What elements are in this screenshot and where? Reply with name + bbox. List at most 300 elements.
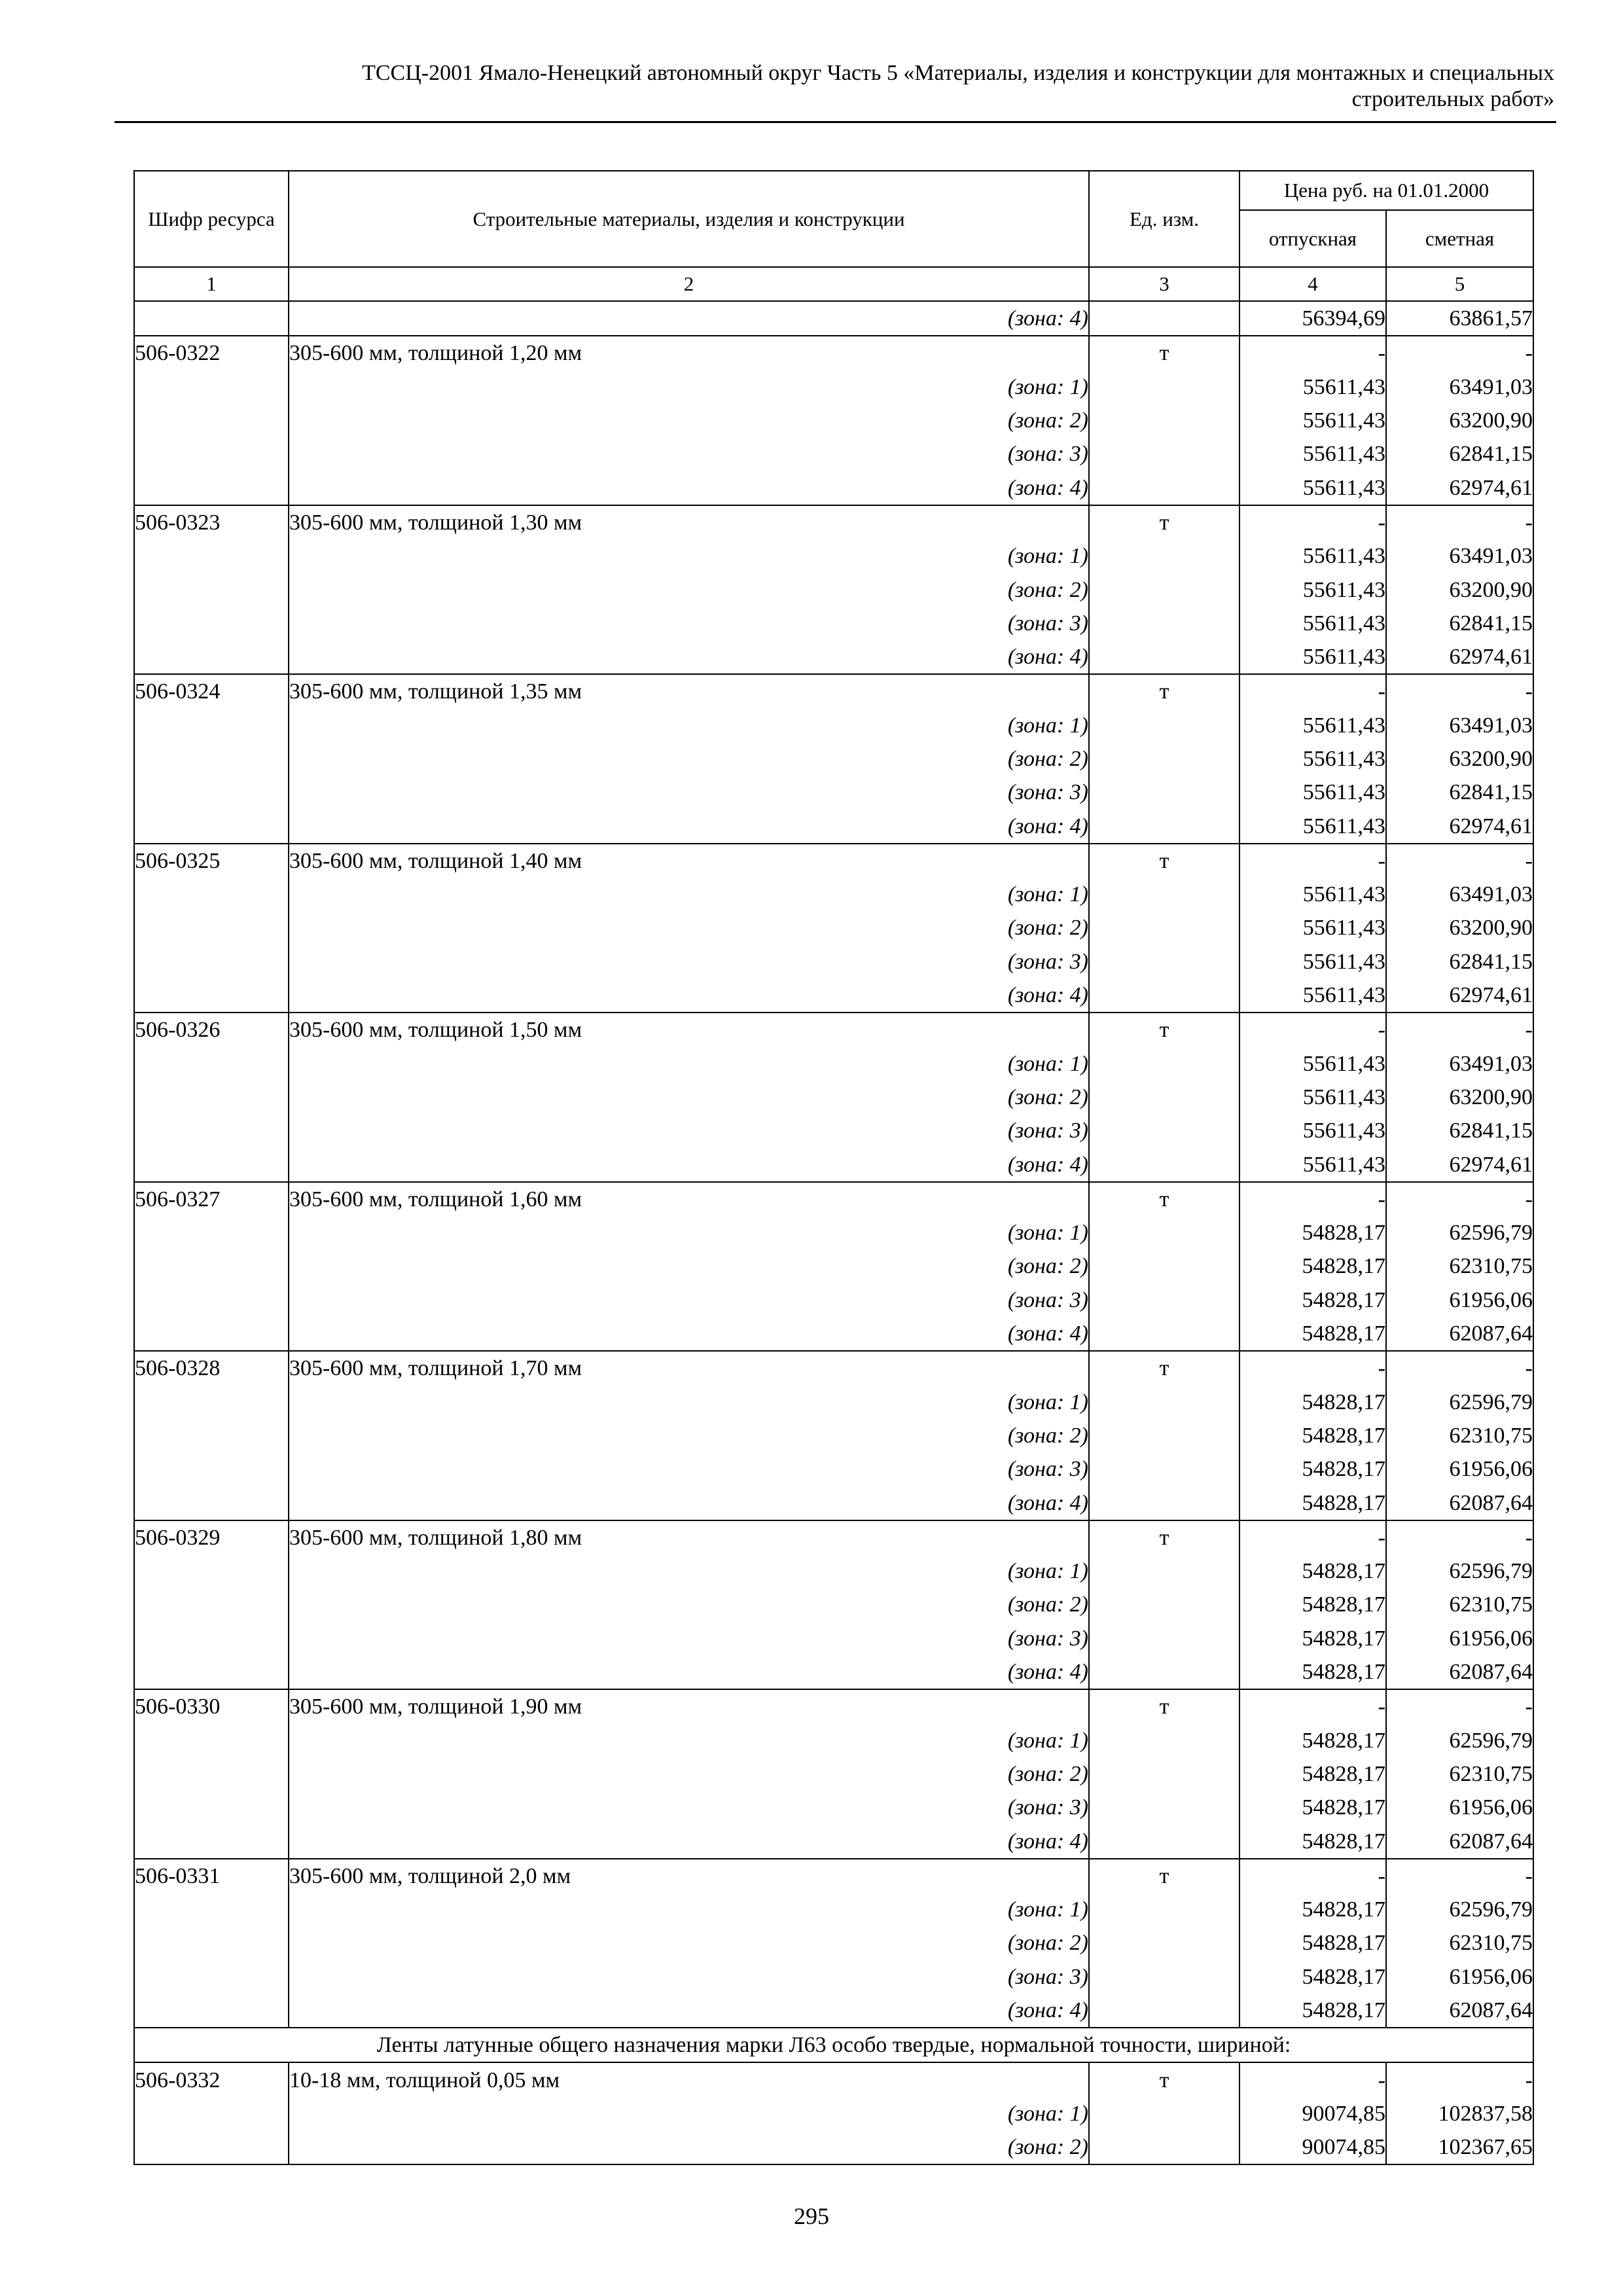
item-row <box>134 674 1533 708</box>
item-row <box>134 1520 1533 1554</box>
release-price: 54828,17 <box>1240 1554 1386 1588</box>
zone-label: (зона: 4) <box>289 640 1089 674</box>
resource-code <box>134 945 289 978</box>
zone-row <box>134 1554 1533 1588</box>
estimate-price: - <box>1386 1182 1533 1216</box>
zone-label: (зона: 3) <box>289 437 1089 471</box>
estimate-price: 62974,61 <box>1386 978 1533 1013</box>
estimate-price: 102367,65 <box>1386 2130 1533 2164</box>
release-price: 55611,43 <box>1240 742 1386 776</box>
release-price: - <box>1240 844 1386 878</box>
release-price: - <box>1240 1520 1386 1554</box>
item-row <box>134 2062 1533 2096</box>
release-price: 55611,43 <box>1240 1114 1386 1147</box>
unit-cell <box>1089 640 1240 674</box>
running-header <box>115 60 1554 113</box>
zone-row <box>134 1622 1533 1655</box>
zone-label: (зона: 1) <box>289 1386 1089 1419</box>
zone-row <box>134 1216 1533 1249</box>
zone-label: (зона: 1) <box>289 370 1089 404</box>
release-price: - <box>1240 1689 1386 1723</box>
resource-code: 506-0328 <box>134 1351 289 1385</box>
release-price: 54828,17 <box>1240 1622 1386 1655</box>
unit-cell <box>1089 1047 1240 1081</box>
zone-label: (зона: 1) <box>289 878 1089 911</box>
release-price: 55611,43 <box>1240 539 1386 573</box>
zone-row <box>134 1824 1533 1858</box>
resource-code <box>134 437 289 471</box>
zone-label: (зона: 4) <box>289 1824 1089 1858</box>
unit-cell <box>1089 1486 1240 1520</box>
release-price: 54828,17 <box>1240 1723 1386 1757</box>
release-price: 55611,43 <box>1240 404 1386 437</box>
zone-label: (зона: 4) <box>289 1147 1089 1181</box>
item-row <box>134 336 1533 370</box>
release-price: 54828,17 <box>1240 1317 1386 1351</box>
zone-row <box>134 911 1533 944</box>
release-price: 55611,43 <box>1240 911 1386 944</box>
estimate-price: 63200,90 <box>1386 1081 1533 1114</box>
estimate-price: - <box>1386 505 1533 539</box>
release-price: 55611,43 <box>1240 437 1386 471</box>
zone-label: (зона: 3) <box>289 776 1089 809</box>
release-price: 54828,17 <box>1240 1893 1386 1926</box>
zone-label: (зона: 2) <box>289 1081 1089 1114</box>
material-name: 305-600 мм, толщиной 1,80 мм <box>289 1520 1089 1554</box>
estimate-price: 62087,64 <box>1386 1317 1533 1351</box>
resource-code <box>134 404 289 437</box>
zone-label: (зона: 3) <box>289 607 1089 640</box>
resource-code <box>134 1622 289 1655</box>
estimate-price: 62087,64 <box>1386 1824 1533 1858</box>
table-body <box>134 301 1533 2164</box>
estimate-price: 63491,03 <box>1386 1047 1533 1081</box>
unit-cell <box>1089 1386 1240 1419</box>
release-price: 54828,17 <box>1240 1655 1386 1689</box>
estimate-price: 62841,15 <box>1386 607 1533 640</box>
estimate-price: 62974,61 <box>1386 640 1533 674</box>
resource-code: 506-0331 <box>134 1859 289 1893</box>
section-row <box>134 2028 1533 2062</box>
item-row <box>134 505 1533 539</box>
zone-row <box>134 1757 1533 1791</box>
estimate-price: 62596,79 <box>1386 1893 1533 1926</box>
zone-row <box>134 1791 1533 1824</box>
column-number-5: 5 <box>1386 267 1533 301</box>
unit-cell <box>1089 1791 1240 1824</box>
column-header-release: отпускная <box>1240 210 1386 267</box>
estimate-price: 61956,06 <box>1386 1960 1533 1994</box>
estimate-price: - <box>1386 844 1533 878</box>
material-name: 305-600 мм, толщиной 1,40 мм <box>289 844 1089 878</box>
zone-row <box>134 1386 1533 1419</box>
price-table <box>134 170 1534 2165</box>
unit-cell: т <box>1089 674 1240 708</box>
unit-cell <box>1089 1114 1240 1147</box>
zone-label: (зона: 3) <box>289 1283 1089 1317</box>
release-price: 55611,43 <box>1240 978 1386 1013</box>
resource-code <box>134 978 289 1013</box>
resource-code <box>134 2130 289 2164</box>
estimate-price: 63491,03 <box>1386 878 1533 911</box>
zone-label: (зона: 2) <box>289 1926 1089 1960</box>
unit-cell <box>1089 1723 1240 1757</box>
running-header-line2: строительных работ» <box>1351 87 1554 111</box>
zone-label: (зона: 2) <box>289 1419 1089 1452</box>
zone-row <box>134 437 1533 471</box>
zone-row <box>134 1926 1533 1960</box>
estimate-price: 62974,61 <box>1386 809 1533 843</box>
zone-row <box>134 471 1533 505</box>
release-price: 55611,43 <box>1240 709 1386 742</box>
column-header-unit: Ед. изм. <box>1089 171 1240 267</box>
unit-cell: т <box>1089 505 1240 539</box>
resource-code <box>134 2097 289 2130</box>
unit-cell <box>1089 607 1240 640</box>
unit-cell: т <box>1089 1351 1240 1385</box>
resource-code <box>134 1147 289 1181</box>
zone-label: (зона: 3) <box>289 945 1089 978</box>
release-price: 54828,17 <box>1240 1757 1386 1791</box>
estimate-price: - <box>1386 2062 1533 2096</box>
resource-code: 506-0327 <box>134 1182 289 1216</box>
zone-label: (зона: 4) <box>289 1317 1089 1351</box>
resource-code: 506-0322 <box>134 336 289 370</box>
release-price: - <box>1240 1351 1386 1385</box>
estimate-price: 62310,75 <box>1386 1757 1533 1791</box>
zone-label: (зона: 2) <box>289 742 1089 776</box>
resource-code <box>134 1791 289 1824</box>
item-row <box>134 1182 1533 1216</box>
zone-label: (зона: 1) <box>289 1723 1089 1757</box>
zone-label: (зона: 4) <box>289 471 1089 505</box>
column-header-name: Строительные материалы, изделия и конструкции <box>289 171 1089 267</box>
material-name: 305-600 мм, толщиной 2,0 мм <box>289 1859 1089 1893</box>
resource-code <box>134 1317 289 1351</box>
zone-label: (зона: 1) <box>289 1893 1089 1926</box>
material-name: 305-600 мм, толщиной 1,50 мм <box>289 1013 1089 1047</box>
unit-cell: т <box>1089 1182 1240 1216</box>
estimate-price: 61956,06 <box>1386 1622 1533 1655</box>
resource-code <box>134 1081 289 1114</box>
zone-label: (зона: 2) <box>289 2130 1089 2164</box>
zone-label: (зона: 3) <box>289 1791 1089 1824</box>
zone-label: (зона: 2) <box>289 1249 1089 1283</box>
estimate-price: 63861,57 <box>1386 301 1533 336</box>
release-price: 54828,17 <box>1240 1452 1386 1486</box>
unit-cell <box>1089 1216 1240 1249</box>
zone-label: (зона: 3) <box>289 1622 1089 1655</box>
zone-label: (зона: 1) <box>289 2097 1089 2130</box>
release-price: - <box>1240 336 1386 370</box>
release-price: 55611,43 <box>1240 809 1386 843</box>
estimate-price: 62310,75 <box>1386 1249 1533 1283</box>
unit-cell <box>1089 1554 1240 1588</box>
estimate-price: 63491,03 <box>1386 709 1533 742</box>
release-price: 54828,17 <box>1240 1249 1386 1283</box>
material-name: 10-18 мм, толщиной 0,05 мм <box>289 2062 1089 2096</box>
resource-code <box>134 607 289 640</box>
release-price: 55611,43 <box>1240 607 1386 640</box>
resource-code: 506-0326 <box>134 1013 289 1047</box>
zone-label: (зона: 2) <box>289 911 1089 944</box>
resource-code <box>134 1249 289 1283</box>
release-price: 54828,17 <box>1240 1994 1386 2028</box>
zone-row <box>134 945 1533 978</box>
release-price: - <box>1240 1182 1386 1216</box>
unit-cell: т <box>1089 1689 1240 1723</box>
resource-code <box>134 1386 289 1419</box>
unit-cell <box>1089 1622 1240 1655</box>
material-name: 305-600 мм, толщиной 1,90 мм <box>289 1689 1089 1723</box>
zone-label: (зона: 3) <box>289 1960 1089 1994</box>
zone-row <box>134 1486 1533 1520</box>
resource-code <box>134 1994 289 2028</box>
zone-label: (зона: 2) <box>289 573 1089 606</box>
release-price: 55611,43 <box>1240 878 1386 911</box>
unit-cell: т <box>1089 1520 1240 1554</box>
item-row <box>134 1351 1533 1385</box>
resource-code <box>134 1554 289 1588</box>
zone-row <box>134 404 1533 437</box>
unit-cell <box>1089 1926 1240 1960</box>
resource-code <box>134 1216 289 1249</box>
unit-cell <box>1089 573 1240 606</box>
unit-cell <box>1089 404 1240 437</box>
estimate-price: 62596,79 <box>1386 1554 1533 1588</box>
unit-cell <box>1089 1588 1240 1621</box>
section-title: Ленты латунные общего назначения марки Л63 особо твердые, нормальной точности, шириной: <box>134 2028 1533 2062</box>
release-price: 54828,17 <box>1240 1283 1386 1317</box>
material-name: 305-600 мм, толщиной 1,30 мм <box>289 505 1089 539</box>
unit-cell <box>1089 742 1240 776</box>
estimate-price: 62841,15 <box>1386 437 1533 471</box>
zone-row <box>134 370 1533 404</box>
material-name: 305-600 мм, толщиной 1,60 мм <box>289 1182 1089 1216</box>
unit-cell: т <box>1089 2062 1240 2096</box>
unit-cell <box>1089 709 1240 742</box>
unit-cell <box>1089 2097 1240 2130</box>
zone-row <box>134 1893 1533 1926</box>
resource-code <box>134 1757 289 1791</box>
resource-code <box>134 1114 289 1147</box>
release-price: 55611,43 <box>1240 471 1386 505</box>
resource-code <box>134 539 289 573</box>
release-price: 90074,85 <box>1240 2130 1386 2164</box>
zone-label: (зона: 1) <box>289 539 1089 573</box>
unit-cell <box>1089 945 1240 978</box>
resource-code: 506-0329 <box>134 1520 289 1554</box>
zone-label: (зона: 2) <box>289 1588 1089 1621</box>
estimate-price: 62087,64 <box>1386 1655 1533 1689</box>
zone-row <box>134 1317 1533 1351</box>
column-header-price-group: Цена руб. на 01.01.2000 <box>1240 171 1533 210</box>
zone-row <box>134 1452 1533 1486</box>
zone-row <box>134 1588 1533 1621</box>
release-price: 55611,43 <box>1240 370 1386 404</box>
release-price: - <box>1240 674 1386 708</box>
estimate-price: 62974,61 <box>1386 471 1533 505</box>
column-header-estimate: сметная <box>1386 210 1533 267</box>
estimate-price: 63491,03 <box>1386 370 1533 404</box>
unit-cell <box>1089 1757 1240 1791</box>
column-header-code: Шифр ресурса <box>134 171 289 267</box>
zone-label: (зона: 4) <box>289 1655 1089 1689</box>
resource-code <box>134 1419 289 1452</box>
resource-code <box>134 1283 289 1317</box>
estimate-price: 61956,06 <box>1386 1283 1533 1317</box>
release-price: 54828,17 <box>1240 1824 1386 1858</box>
zone-label: (зона: 4) <box>289 1994 1089 2028</box>
unit-cell <box>1089 1419 1240 1452</box>
zone-row <box>134 640 1533 674</box>
unit-cell <box>1089 437 1240 471</box>
release-price: - <box>1240 1013 1386 1047</box>
resource-code <box>134 776 289 809</box>
unit-cell <box>1089 1994 1240 2028</box>
estimate-price: 102837,58 <box>1386 2097 1533 2130</box>
release-price: 55611,43 <box>1240 640 1386 674</box>
zone-row <box>134 1723 1533 1757</box>
estimate-price: 62841,15 <box>1386 1114 1533 1147</box>
zone-row <box>134 1655 1533 1689</box>
unit-cell <box>1089 878 1240 911</box>
zone-row <box>134 301 1533 336</box>
zone-label: (зона: 1) <box>289 709 1089 742</box>
estimate-price: 62596,79 <box>1386 1216 1533 1249</box>
resource-code <box>134 1452 289 1486</box>
resource-code <box>134 1723 289 1757</box>
estimate-price: 62310,75 <box>1386 1419 1533 1452</box>
release-price: 55611,43 <box>1240 776 1386 809</box>
estimate-price: 63491,03 <box>1386 539 1533 573</box>
release-price: 54828,17 <box>1240 1386 1386 1419</box>
release-price: 55611,43 <box>1240 573 1386 606</box>
item-row <box>134 1013 1533 1047</box>
unit-cell <box>1089 1249 1240 1283</box>
zone-row <box>134 2130 1533 2164</box>
estimate-price: 63200,90 <box>1386 742 1533 776</box>
estimate-price: 62087,64 <box>1386 1994 1533 2028</box>
release-price: 55611,43 <box>1240 1147 1386 1181</box>
column-number-1: 1 <box>134 267 289 301</box>
resource-code <box>134 1824 289 1858</box>
estimate-price: 62310,75 <box>1386 1588 1533 1621</box>
unit-cell <box>1089 1893 1240 1926</box>
release-price: 55611,43 <box>1240 1081 1386 1114</box>
material-name: 305-600 мм, толщиной 1,20 мм <box>289 336 1089 370</box>
resource-code <box>134 1588 289 1621</box>
estimate-price: 63200,90 <box>1386 573 1533 606</box>
resource-code: 506-0323 <box>134 505 289 539</box>
zone-row <box>134 1249 1533 1283</box>
estimate-price: - <box>1386 1013 1533 1047</box>
unit-cell <box>1089 301 1240 336</box>
estimate-price: - <box>1386 1520 1533 1554</box>
estimate-price: - <box>1386 1689 1533 1723</box>
estimate-price: 61956,06 <box>1386 1791 1533 1824</box>
zone-row <box>134 742 1533 776</box>
zone-label: (зона: 1) <box>289 1047 1089 1081</box>
resource-code <box>134 911 289 944</box>
unit-cell <box>1089 1960 1240 1994</box>
running-header-line1: ТССЦ-2001 Ямало-Ненецкий автономный округ Часть 5 «Материалы, изделия и конструкции для монтажных и специальных <box>362 61 1554 85</box>
estimate-price: 62596,79 <box>1386 1386 1533 1419</box>
unit-cell <box>1089 471 1240 505</box>
zone-row <box>134 1047 1533 1081</box>
zone-row <box>134 709 1533 742</box>
unit-cell <box>1089 539 1240 573</box>
unit-cell: т <box>1089 1013 1240 1047</box>
estimate-price: - <box>1386 1351 1533 1385</box>
release-price: 54828,17 <box>1240 1960 1386 1994</box>
resource-code <box>134 301 289 336</box>
release-price: 55611,43 <box>1240 1047 1386 1081</box>
release-price: - <box>1240 2062 1386 2096</box>
unit-cell <box>1089 2130 1240 2164</box>
zone-row <box>134 978 1533 1013</box>
zone-row <box>134 607 1533 640</box>
resource-code <box>134 742 289 776</box>
zone-label: (зона: 1) <box>289 1216 1089 1249</box>
unit-cell <box>1089 1452 1240 1486</box>
zone-row <box>134 1081 1533 1114</box>
release-price: 54828,17 <box>1240 1419 1386 1452</box>
resource-code <box>134 1893 289 1926</box>
unit-cell <box>1089 1283 1240 1317</box>
release-price: 55611,43 <box>1240 945 1386 978</box>
resource-code: 506-0332 <box>134 2062 289 2096</box>
release-price: 54828,17 <box>1240 1926 1386 1960</box>
estimate-price: - <box>1386 1859 1533 1893</box>
estimate-price: 62841,15 <box>1386 945 1533 978</box>
release-price: - <box>1240 505 1386 539</box>
resource-code <box>134 1047 289 1081</box>
zone-row <box>134 2097 1533 2130</box>
estimate-price: 61956,06 <box>1386 1452 1533 1486</box>
page-number: 295 <box>794 2203 829 2229</box>
unit-cell: т <box>1089 844 1240 878</box>
release-price: 54828,17 <box>1240 1791 1386 1824</box>
zone-label: (зона: 4) <box>289 1486 1089 1520</box>
resource-code <box>134 573 289 606</box>
unit-cell: т <box>1089 1859 1240 1893</box>
estimate-price: 63200,90 <box>1386 911 1533 944</box>
material-name: 305-600 мм, толщиной 1,70 мм <box>289 1351 1089 1385</box>
resource-code <box>134 640 289 674</box>
resource-code: 506-0324 <box>134 674 289 708</box>
release-price: 54828,17 <box>1240 1588 1386 1621</box>
release-price: 54828,17 <box>1240 1486 1386 1520</box>
estimate-price: - <box>1386 336 1533 370</box>
material-name: 305-600 мм, толщиной 1,35 мм <box>289 674 1089 708</box>
estimate-price: - <box>1386 674 1533 708</box>
column-number-4: 4 <box>1240 267 1386 301</box>
zone-label: (зона: 4) <box>289 809 1089 843</box>
unit-cell <box>1089 1081 1240 1114</box>
zone-label: (зона: 4) <box>289 301 1089 336</box>
item-row <box>134 1859 1533 1893</box>
column-number-2: 2 <box>289 267 1089 301</box>
zone-label: (зона: 2) <box>289 1757 1089 1791</box>
resource-code <box>134 809 289 843</box>
zone-row <box>134 1114 1533 1147</box>
zone-label: (зона: 3) <box>289 1114 1089 1147</box>
resource-code <box>134 1960 289 1994</box>
resource-code <box>134 709 289 742</box>
estimate-price: 63200,90 <box>1386 404 1533 437</box>
resource-code <box>134 878 289 911</box>
